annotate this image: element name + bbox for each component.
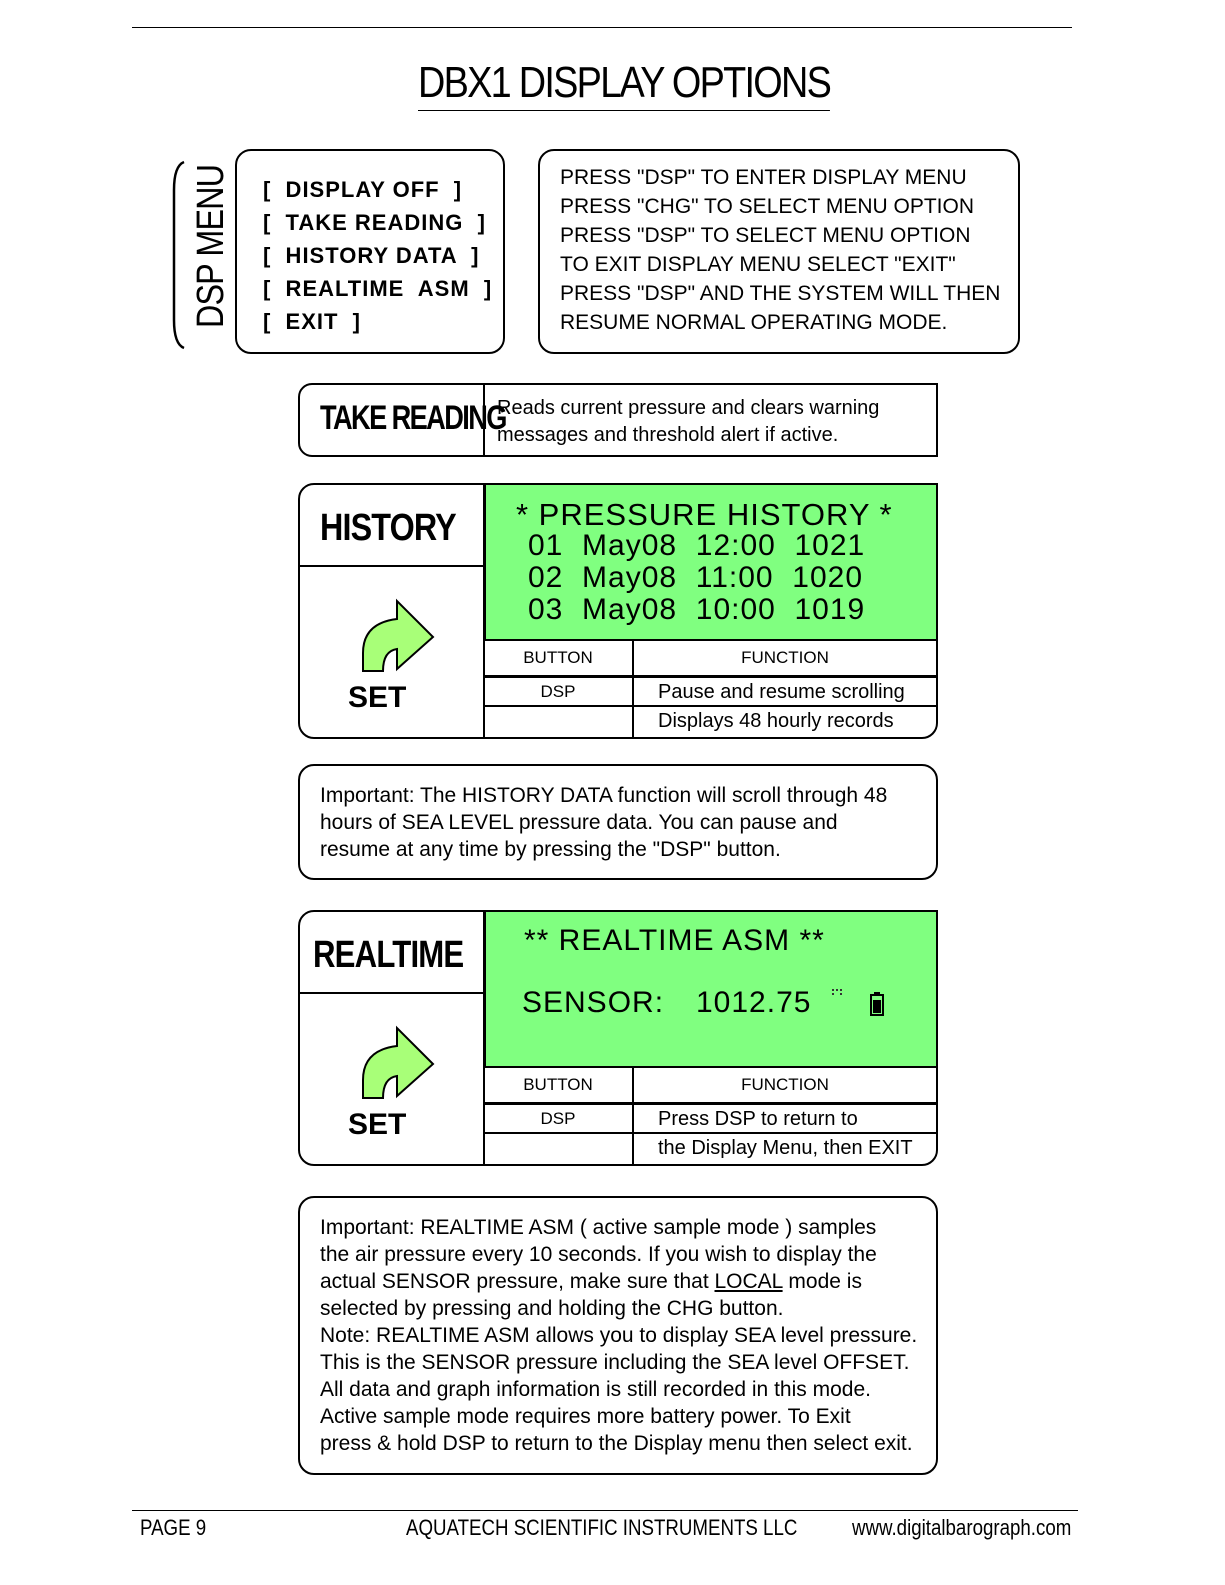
cell-text: Press DSP to return to (658, 1108, 858, 1130)
note-line: Important: REALTIME ASM ( active sample mode ) samples (320, 1216, 877, 1239)
realtime-label-divider (300, 992, 484, 994)
note-line: This is the SENSOR pressure including the SEA level OFFSET. (320, 1351, 910, 1374)
instruction-line: TO EXIT DISPLAY MENU SELECT "EXIT" (560, 253, 956, 276)
realtime-row1-button (484, 1104, 634, 1134)
realtime-sensor-value: 1012.75 (696, 986, 812, 1019)
menu-list (263, 173, 492, 338)
top-rule (132, 27, 1072, 28)
instructions-list (560, 163, 1000, 337)
realtime-col-function (634, 1068, 936, 1104)
header-text: BUTTON (523, 648, 593, 667)
set-arrow-icon (355, 595, 437, 675)
take-reading-desc (497, 395, 879, 449)
set-arrow-icon (355, 1022, 437, 1102)
menu-item-take-reading[interactable]: [ TAKE READING ] (263, 210, 486, 235)
take-reading-box (298, 383, 938, 457)
realtime-set-label: SET (348, 1108, 407, 1141)
header-text: FUNCTION (741, 1075, 829, 1094)
menu-item-realtime-asm[interactable]: [ REALTIME ASM ] (263, 276, 493, 301)
history-note-text (320, 782, 887, 863)
history-table (484, 641, 936, 737)
history-lcd-row: 03 May08 10:00 1019 (528, 593, 866, 626)
header-text: FUNCTION (741, 648, 829, 667)
history-lcd (484, 483, 938, 641)
take-reading-desc-line2: messages and threshold alert if active. (497, 424, 839, 446)
cell-text: the Display Menu, then EXIT (658, 1137, 913, 1159)
instruction-line: PRESS "DSP" TO ENTER DISPLAY MENU (560, 166, 967, 189)
menu-item-history-data[interactable]: [ HISTORY DATA ] (263, 243, 480, 268)
dsp-menu-label: DSP MENU (190, 164, 232, 328)
instruction-line: RESUME NORMAL OPERATING MODE. (560, 311, 948, 334)
history-set-label: SET (348, 681, 407, 714)
take-reading-divider (483, 385, 485, 455)
note-line: resume at any time by pressing the "DSP" button. (320, 838, 781, 861)
note-line-text: actual SENSOR pressure, make sure that (320, 1270, 715, 1293)
note-line: press & hold DSP to return to the Display menu then select exit. (320, 1432, 913, 1455)
note-line: selected by pressing and holding the CHG button. (320, 1297, 784, 1320)
footer-rule (132, 1510, 1078, 1511)
menu-item-exit[interactable]: [ EXIT ] (263, 309, 361, 334)
history-row2-button (484, 707, 634, 737)
local-mode-link[interactable]: LOCAL (714, 1270, 783, 1293)
footer-company: AQUATECH SCIENTIFIC INSTRUMENTS LLC (406, 1515, 798, 1540)
history-label-divider (300, 565, 484, 567)
realtime-row2-function (634, 1134, 936, 1164)
note-line: the air pressure every 10 seconds. If you wish to display the (320, 1243, 877, 1266)
realtime-row1-function (634, 1104, 936, 1134)
history-block (298, 483, 938, 739)
realtime-note-box (298, 1196, 938, 1475)
dsp-menu-bracket (170, 160, 190, 350)
cell-text: DSP (540, 1109, 576, 1128)
header-text: BUTTON (523, 1075, 593, 1094)
realtime-block (298, 910, 938, 1166)
realtime-lcd-header: ** REALTIME ASM ** (524, 924, 825, 957)
page-title: DBX1 DISPLAY OPTIONS (418, 58, 830, 111)
realtime-table (484, 1068, 936, 1164)
history-label: HISTORY (320, 507, 456, 549)
history-row2-function (634, 707, 936, 737)
history-lcd-row: 02 May08 11:00 1020 (528, 561, 864, 594)
instructions-box (538, 149, 1020, 354)
note-line: Important: The HISTORY DATA function will scroll through 48 (320, 784, 888, 807)
history-col-function (634, 641, 936, 677)
history-lcd-header: * PRESSURE HISTORY * (516, 497, 893, 532)
footer-website[interactable]: www.digitalbarograph.com (852, 1515, 1072, 1540)
cell-text: Pause and resume scrolling (658, 681, 905, 703)
unit-glyph-icon (831, 988, 845, 998)
note-line (320, 1268, 917, 1295)
note-line: All data and graph information is still recorded in this mode. (320, 1378, 871, 1401)
note-line: Active sample mode requires more battery power. To Exit (320, 1405, 851, 1428)
dsp-menu-box (235, 149, 505, 354)
history-note-box (298, 764, 938, 880)
realtime-label: REALTIME (313, 934, 464, 976)
footer-page: PAGE 9 (140, 1515, 207, 1540)
take-reading-desc-line1: Reads current pressure and clears warning (497, 397, 880, 419)
cell-text: DSP (540, 682, 576, 701)
history-lcd-row: 01 May08 12:00 1021 (528, 529, 866, 562)
history-col-button (484, 641, 634, 677)
take-reading-label: TAKE READING (320, 399, 506, 437)
realtime-note-text (320, 1214, 917, 1457)
history-row1-function (634, 677, 936, 707)
note-line-text: mode is (782, 1270, 862, 1293)
cell-text: Displays 48 hourly records (658, 710, 894, 732)
battery-icon (870, 992, 884, 1016)
note-line: Note: REALTIME ASM allows you to display SEA level pressure. (320, 1324, 918, 1347)
note-line: hours of SEA LEVEL pressure data. You can pause and (320, 811, 838, 834)
history-row1-button (484, 677, 634, 707)
realtime-lcd (484, 910, 938, 1068)
realtime-col-button (484, 1068, 634, 1104)
instruction-line: PRESS "DSP" AND THE SYSTEM WILL THEN (560, 282, 1001, 305)
realtime-sensor-label: SENSOR: (522, 986, 665, 1019)
instruction-line: PRESS "DSP" TO SELECT MENU OPTION (560, 224, 971, 247)
instruction-line: PRESS "CHG" TO SELECT MENU OPTION (560, 195, 974, 218)
realtime-row2-button (484, 1134, 634, 1164)
menu-item-display-off[interactable]: [ DISPLAY OFF ] (263, 177, 463, 202)
